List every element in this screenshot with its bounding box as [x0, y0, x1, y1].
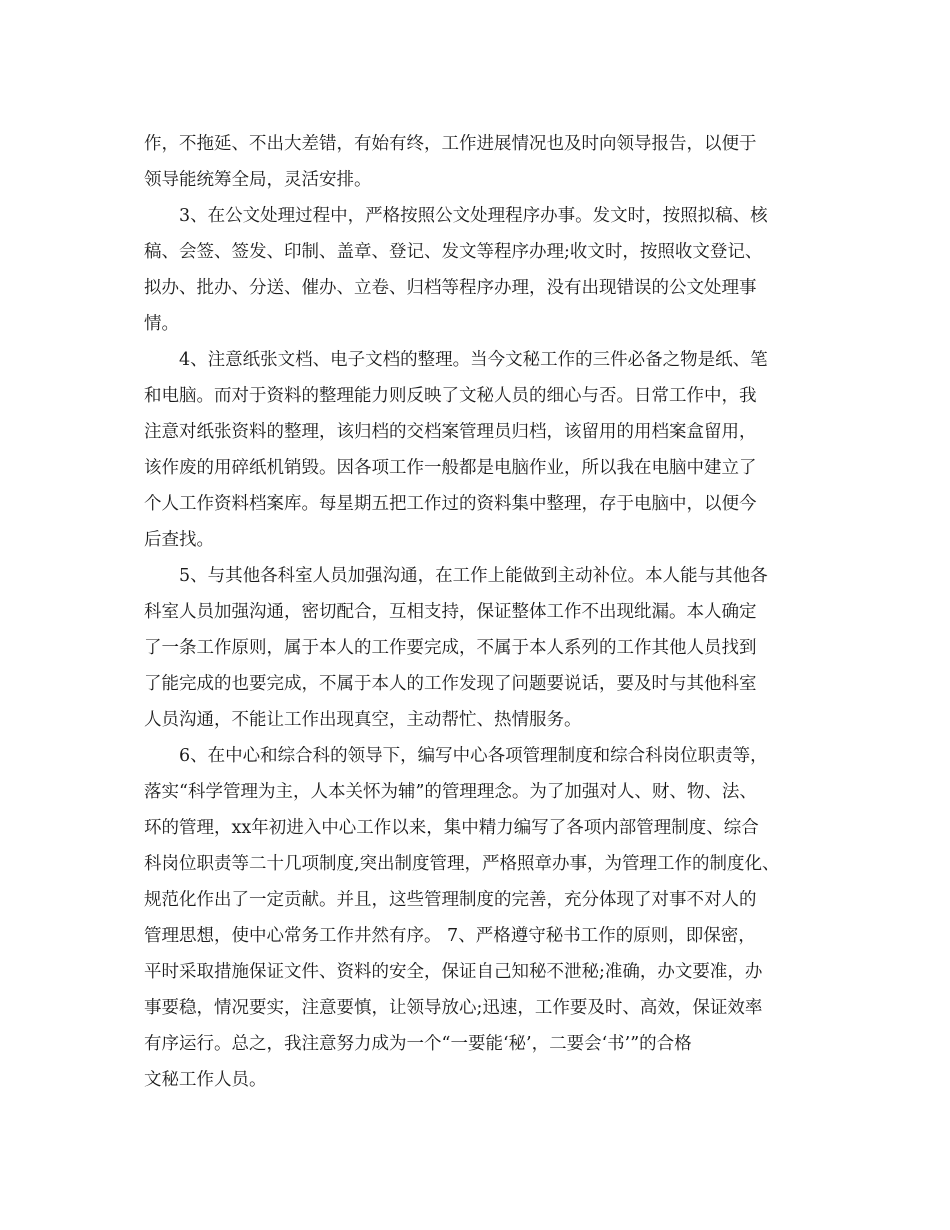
document-body [144, 126, 814, 1098]
text-line: 注意对纸张资料的整理，该归档的交档案管理员归档，该留用的用档案盒留用， [144, 422, 757, 442]
text-line: 事要稳，情况要实，注意要慎，让领导放心;迅速，工作要及时、高效，保证效率 [144, 998, 763, 1018]
text-line: 文秘工作人员。 [144, 1070, 267, 1090]
text-line: 后查找。 [144, 530, 214, 550]
text-line: 了一条工作原则，属于本人的工作要完成，不属于本人系列的工作其他人员找到 [144, 638, 757, 658]
text-line: 该作废的用碎纸机销毁。因各项工作一般都是电脑作业，所以我在电脑中建立了 [144, 458, 757, 478]
text-line: 环的管理，xx年初进入中心工作以来，集中精力编写了各项内部管理制度、综合 [144, 818, 759, 838]
paragraph-first-line: 6、在中心和综合科的领导下，编写中心各项管理制度和综合科岗位职责等， [179, 746, 768, 766]
text-line: 和电脑。而对于资料的整理能力则反映了文秘人员的细心与否。日常工作中，我 [144, 386, 757, 406]
text-line: 有序运行。总之，我注意努力成为一个“一要能‘秘’，二要会‘书’”的合格 [144, 1034, 692, 1054]
text-line: 了能完成的也要完成，不属于本人的工作发现了问题要说话，要及时与其他科室 [144, 674, 757, 694]
text-line: 科室人员加强沟通，密切配合，互相支持，保证整体工作不出现纰漏。本人确定 [144, 602, 757, 622]
text-line: 拟办、批办、分送、催办、立卷、归档等程序办理，没有出现错误的公文处理事 [144, 278, 757, 298]
text-line: 人员沟通，不能让工作出现真空，主动帮忙、热情服务。 [144, 710, 582, 730]
text-line: 情。 [144, 314, 179, 334]
paragraph-first-line: 4、注意纸张文档、电子文档的整理。当今文秘工作的三件必备之物是纸、笔 [179, 350, 768, 370]
text-line: 平时采取措施保证文件、资料的安全，保证自己知秘不泄秘;准确，办文要准，办 [144, 962, 763, 982]
text-line: 领导能统筹全局，灵活安排。 [144, 170, 372, 190]
text-line: 科岗位职责等二十几项制度,突出制度管理，严格照章办事，为管理工作的制度化、 [144, 854, 780, 874]
paragraph-first-line: 5、与其他各科室人员加强沟通，在工作上能做到主动补位。本人能与其他各 [179, 566, 768, 586]
text-line: 落实“科学管理为主，人本关怀为辅”的管理理念。为了加强对人、财、物、法、 [144, 782, 757, 802]
text-line: 规范化作出了一定贡献。并且，这些管理制度的完善，充分体现了对事不对人的 [144, 890, 757, 910]
text-line: 管理思想，使中心常务工作井然有序。 7、严格遵守秘书工作的原则，即保密， [144, 926, 756, 946]
paragraph-first-line: 3、在公文处理过程中，严格按照公文处理程序办事。发文时，按照拟稿、核 [179, 206, 768, 226]
text-line: 稿、会签、签发、印制、盖章、登记、发文等程序办理;收文时，按照收文登记、 [144, 242, 763, 262]
text-line: 作，不拖延、不出大差错，有始有终，工作进展情况也及时向领导报告，以便于 [144, 134, 757, 154]
text-line: 个人工作资料档案库。每星期五把工作过的资料集中整理，存于电脑中，以便今 [144, 494, 757, 514]
